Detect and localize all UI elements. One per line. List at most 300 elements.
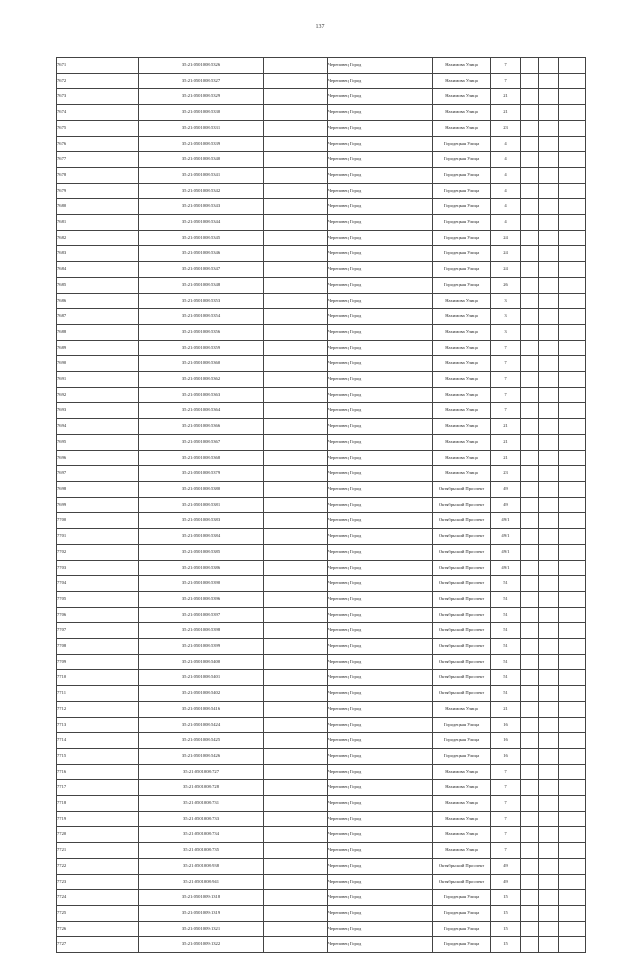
- row-number-cell: 7674: [57, 105, 139, 121]
- empty-cell: [539, 309, 559, 325]
- empty-cell: [264, 890, 328, 906]
- cadastral-number-cell: 35:21:0501008:5401: [139, 670, 264, 686]
- empty-cell: [521, 905, 539, 921]
- empty-cell: [264, 780, 328, 796]
- city-cell: Череповец Город: [328, 780, 433, 796]
- empty-cell: [264, 293, 328, 309]
- cadastral-number-cell: 35:21:0501008:5341: [139, 167, 264, 183]
- city-cell: Череповец Город: [328, 372, 433, 388]
- row-number-cell: 7679: [57, 183, 139, 199]
- empty-cell: [539, 434, 559, 450]
- table-row: [57, 215, 586, 231]
- empty-cell: [264, 372, 328, 388]
- street-cell: Городецкая Улица: [433, 215, 491, 231]
- empty-cell: [539, 921, 559, 937]
- row-number-cell: 7672: [57, 73, 139, 89]
- street-cell: Нахимова Улица: [433, 466, 491, 482]
- street-cell: Октябрьский Проспект: [433, 874, 491, 890]
- empty-cell: [521, 607, 539, 623]
- row-number-cell: 7712: [57, 701, 139, 717]
- empty-cell: [539, 686, 559, 702]
- empty-cell: [539, 356, 559, 372]
- empty-cell: [539, 183, 559, 199]
- empty-cell: [559, 639, 586, 655]
- cadastral-number-cell: 35:21:0501008:5386: [139, 560, 264, 576]
- empty-cell: [521, 497, 539, 513]
- city-cell: Череповец Город: [328, 607, 433, 623]
- empty-cell: [539, 748, 559, 764]
- empty-cell: [559, 89, 586, 105]
- house-number-cell: 51: [491, 607, 521, 623]
- street-cell: Нахимова Улица: [433, 764, 491, 780]
- street-cell: Городецкая Улица: [433, 152, 491, 168]
- city-cell: Череповец Город: [328, 105, 433, 121]
- table-row: [57, 105, 586, 121]
- empty-cell: [264, 921, 328, 937]
- table-row: [57, 764, 586, 780]
- table-row: [57, 403, 586, 419]
- cadastral-number-cell: 35:21:0501008:5380: [139, 481, 264, 497]
- street-cell: Октябрьский Проспект: [433, 670, 491, 686]
- city-cell: Череповец Город: [328, 450, 433, 466]
- empty-cell: [521, 199, 539, 215]
- empty-cell: [264, 748, 328, 764]
- empty-cell: [521, 230, 539, 246]
- house-number-cell: 7: [491, 811, 521, 827]
- empty-cell: [559, 403, 586, 419]
- table-row: [57, 843, 586, 859]
- cadastral-number-cell: 35:21:0501008:5348: [139, 277, 264, 293]
- table-row: [57, 796, 586, 812]
- empty-cell: [521, 764, 539, 780]
- empty-cell: [264, 670, 328, 686]
- cadastral-number-cell: 35:21:0501008:5425: [139, 733, 264, 749]
- house-number-cell: 7: [491, 764, 521, 780]
- empty-cell: [521, 434, 539, 450]
- table-row: [57, 89, 586, 105]
- city-cell: Череповец Город: [328, 544, 433, 560]
- city-cell: Череповец Город: [328, 403, 433, 419]
- table-row: [57, 654, 586, 670]
- empty-cell: [264, 513, 328, 529]
- table-row: [57, 780, 586, 796]
- house-number-cell: 24: [491, 246, 521, 262]
- row-number-cell: 7701: [57, 529, 139, 545]
- empty-cell: [539, 152, 559, 168]
- row-number-cell: 7695: [57, 434, 139, 450]
- street-cell: Нахимова Улица: [433, 843, 491, 859]
- empty-cell: [264, 262, 328, 278]
- empty-cell: [521, 544, 539, 560]
- street-cell: Городецкая Улица: [433, 890, 491, 906]
- empty-cell: [539, 607, 559, 623]
- empty-cell: [559, 293, 586, 309]
- empty-cell: [521, 58, 539, 74]
- empty-cell: [539, 419, 559, 435]
- empty-cell: [264, 811, 328, 827]
- empty-cell: [559, 340, 586, 356]
- city-cell: Череповец Город: [328, 58, 433, 74]
- table-row: [57, 623, 586, 639]
- table-row: [57, 670, 586, 686]
- empty-cell: [539, 874, 559, 890]
- street-cell: Городецкая Улица: [433, 717, 491, 733]
- empty-cell: [264, 450, 328, 466]
- empty-cell: [559, 937, 586, 953]
- table-row: [57, 466, 586, 482]
- empty-cell: [521, 356, 539, 372]
- city-cell: Череповец Город: [328, 73, 433, 89]
- city-cell: Череповец Город: [328, 654, 433, 670]
- cadastral-number-cell: 35:21:0501008:5339: [139, 136, 264, 152]
- empty-cell: [264, 246, 328, 262]
- empty-cell: [521, 874, 539, 890]
- empty-cell: [521, 262, 539, 278]
- empty-cell: [264, 623, 328, 639]
- empty-cell: [264, 152, 328, 168]
- empty-cell: [559, 921, 586, 937]
- house-number-cell: 7: [491, 827, 521, 843]
- row-number-cell: 7677: [57, 152, 139, 168]
- street-cell: Городецкая Улица: [433, 183, 491, 199]
- cadastral-number-cell: 35:21:0501008:5356: [139, 324, 264, 340]
- table-row: [57, 733, 586, 749]
- empty-cell: [559, 827, 586, 843]
- city-cell: Череповец Город: [328, 262, 433, 278]
- cadastral-number-cell: 35:21:0501008:5344: [139, 215, 264, 231]
- city-cell: Череповец Город: [328, 356, 433, 372]
- empty-cell: [264, 403, 328, 419]
- empty-cell: [264, 309, 328, 325]
- street-cell: Нахимова Улица: [433, 356, 491, 372]
- house-number-cell: 7: [491, 73, 521, 89]
- empty-cell: [521, 183, 539, 199]
- house-number-cell: 23: [491, 120, 521, 136]
- empty-cell: [264, 89, 328, 105]
- city-cell: Череповец Город: [328, 796, 433, 812]
- house-number-cell: 7: [491, 843, 521, 859]
- empty-cell: [559, 874, 586, 890]
- empty-cell: [521, 481, 539, 497]
- street-cell: Нахимова Улица: [433, 120, 491, 136]
- house-number-cell: 3: [491, 309, 521, 325]
- house-number-cell: 51: [491, 623, 521, 639]
- table-row: [57, 827, 586, 843]
- empty-cell: [559, 246, 586, 262]
- row-number-cell: 7696: [57, 450, 139, 466]
- empty-cell: [559, 764, 586, 780]
- city-cell: Череповец Город: [328, 874, 433, 890]
- house-number-cell: 4: [491, 152, 521, 168]
- house-number-cell: 7: [491, 387, 521, 403]
- row-number-cell: 7719: [57, 811, 139, 827]
- row-number-cell: 7697: [57, 466, 139, 482]
- street-cell: Городецкая Улица: [433, 905, 491, 921]
- empty-cell: [539, 58, 559, 74]
- row-number-cell: 7703: [57, 560, 139, 576]
- table-row: [57, 890, 586, 906]
- house-number-cell: 49/1: [491, 529, 521, 545]
- empty-cell: [539, 403, 559, 419]
- house-number-cell: 7: [491, 340, 521, 356]
- city-cell: Череповец Город: [328, 937, 433, 953]
- city-cell: Череповец Город: [328, 623, 433, 639]
- table-row: [57, 230, 586, 246]
- street-cell: Нахимова Улица: [433, 450, 491, 466]
- empty-cell: [539, 277, 559, 293]
- table-row: [57, 136, 586, 152]
- city-cell: Череповец Город: [328, 670, 433, 686]
- empty-cell: [539, 623, 559, 639]
- city-cell: Череповец Город: [328, 293, 433, 309]
- empty-cell: [521, 890, 539, 906]
- row-number-cell: 7687: [57, 309, 139, 325]
- street-cell: Городецкая Улица: [433, 230, 491, 246]
- city-cell: Череповец Город: [328, 764, 433, 780]
- empty-cell: [264, 120, 328, 136]
- house-number-cell: 4: [491, 167, 521, 183]
- table-row: [57, 246, 586, 262]
- city-cell: Череповец Город: [328, 905, 433, 921]
- empty-cell: [539, 905, 559, 921]
- table-row: [57, 639, 586, 655]
- table-row: [57, 529, 586, 545]
- table-row: [57, 199, 586, 215]
- empty-cell: [264, 733, 328, 749]
- row-number-cell: 7717: [57, 780, 139, 796]
- street-cell: Нахимова Улица: [433, 293, 491, 309]
- empty-cell: [264, 686, 328, 702]
- house-number-cell: 7: [491, 780, 521, 796]
- table-row: [57, 591, 586, 607]
- empty-cell: [264, 466, 328, 482]
- house-number-cell: 3: [491, 324, 521, 340]
- row-number-cell: 7725: [57, 905, 139, 921]
- street-cell: Нахимова Улица: [433, 811, 491, 827]
- empty-cell: [521, 419, 539, 435]
- empty-cell: [521, 89, 539, 105]
- empty-cell: [264, 591, 328, 607]
- empty-cell: [559, 466, 586, 482]
- cadastral-number-cell: 35:21:0501008:5397: [139, 607, 264, 623]
- table-row: [57, 937, 586, 953]
- cadastral-number-cell: 35:21:0501008:731: [139, 796, 264, 812]
- table-row: [57, 607, 586, 623]
- street-cell: Нахимова Улица: [433, 340, 491, 356]
- cadastral-number-cell: 35:21:0501009:1321: [139, 921, 264, 937]
- house-number-cell: 23: [491, 466, 521, 482]
- empty-cell: [521, 827, 539, 843]
- empty-cell: [539, 827, 559, 843]
- city-cell: Череповец Город: [328, 419, 433, 435]
- city-cell: Череповец Город: [328, 246, 433, 262]
- empty-cell: [539, 246, 559, 262]
- empty-cell: [264, 560, 328, 576]
- street-cell: Городецкая Улица: [433, 262, 491, 278]
- row-number-cell: 7685: [57, 277, 139, 293]
- street-cell: Городецкая Улица: [433, 199, 491, 215]
- cadastral-number-cell: 35:21:0501008:5364: [139, 403, 264, 419]
- street-cell: Октябрьский Проспект: [433, 639, 491, 655]
- cadastral-number-cell: 35:21:0501008:5398: [139, 623, 264, 639]
- empty-cell: [539, 340, 559, 356]
- empty-cell: [559, 215, 586, 231]
- city-cell: Череповец Город: [328, 277, 433, 293]
- row-number-cell: 7692: [57, 387, 139, 403]
- empty-cell: [559, 434, 586, 450]
- cadastral-number-cell: 35:21:0501008:5399: [139, 639, 264, 655]
- empty-cell: [521, 387, 539, 403]
- table-row: [57, 419, 586, 435]
- empty-cell: [521, 591, 539, 607]
- empty-cell: [539, 780, 559, 796]
- empty-cell: [539, 717, 559, 733]
- row-number-cell: 7723: [57, 874, 139, 890]
- street-cell: Нахимова Улица: [433, 419, 491, 435]
- house-number-cell: 7: [491, 58, 521, 74]
- cadastral-number-cell: 35:21:0501008:5367: [139, 434, 264, 450]
- empty-cell: [559, 890, 586, 906]
- row-number-cell: 7715: [57, 748, 139, 764]
- empty-cell: [559, 701, 586, 717]
- empty-cell: [264, 199, 328, 215]
- empty-cell: [559, 167, 586, 183]
- cadastral-number-cell: 35:21:0501008:5396: [139, 591, 264, 607]
- street-cell: Октябрьский Проспект: [433, 497, 491, 513]
- empty-cell: [264, 639, 328, 655]
- cadastral-number-cell: 35:21:0501008:5381: [139, 497, 264, 513]
- empty-cell: [559, 136, 586, 152]
- empty-cell: [559, 372, 586, 388]
- empty-cell: [521, 560, 539, 576]
- cadastral-number-cell: 35:21:0501008:5379: [139, 466, 264, 482]
- street-cell: Нахимова Улица: [433, 372, 491, 388]
- cadastral-number-cell: 35:21:0501008:5360: [139, 356, 264, 372]
- empty-cell: [264, 529, 328, 545]
- empty-cell: [521, 403, 539, 419]
- empty-cell: [559, 230, 586, 246]
- empty-cell: [559, 324, 586, 340]
- empty-cell: [559, 481, 586, 497]
- street-cell: Нахимова Улица: [433, 89, 491, 105]
- empty-cell: [264, 764, 328, 780]
- empty-cell: [521, 167, 539, 183]
- row-number-cell: 7722: [57, 858, 139, 874]
- street-cell: Октябрьский Проспект: [433, 591, 491, 607]
- empty-cell: [539, 89, 559, 105]
- empty-cell: [539, 937, 559, 953]
- street-cell: Нахимова Улица: [433, 324, 491, 340]
- house-number-cell: 49: [491, 858, 521, 874]
- row-number-cell: 7676: [57, 136, 139, 152]
- table-row: [57, 905, 586, 921]
- empty-cell: [539, 560, 559, 576]
- empty-cell: [539, 120, 559, 136]
- row-number-cell: 7716: [57, 764, 139, 780]
- empty-cell: [559, 529, 586, 545]
- city-cell: Череповец Город: [328, 717, 433, 733]
- city-cell: Череповец Город: [328, 136, 433, 152]
- street-cell: Октябрьский Проспект: [433, 513, 491, 529]
- house-number-cell: 49: [491, 874, 521, 890]
- house-number-cell: 16: [491, 717, 521, 733]
- empty-cell: [521, 858, 539, 874]
- empty-cell: [559, 686, 586, 702]
- table-row: [57, 748, 586, 764]
- table-row: [57, 372, 586, 388]
- row-number-cell: 7707: [57, 623, 139, 639]
- street-cell: Нахимова Улица: [433, 105, 491, 121]
- house-number-cell: 7: [491, 372, 521, 388]
- empty-cell: [264, 167, 328, 183]
- empty-cell: [521, 309, 539, 325]
- cadastral-number-cell: 35:21:0501008:5385: [139, 544, 264, 560]
- row-number-cell: 7708: [57, 639, 139, 655]
- empty-cell: [264, 340, 328, 356]
- row-number-cell: 7690: [57, 356, 139, 372]
- row-number-cell: 7706: [57, 607, 139, 623]
- house-number-cell: 21: [491, 89, 521, 105]
- row-number-cell: 7689: [57, 340, 139, 356]
- city-cell: Череповец Город: [328, 576, 433, 592]
- empty-cell: [539, 136, 559, 152]
- city-cell: Череповец Город: [328, 466, 433, 482]
- empty-cell: [539, 513, 559, 529]
- table-row: [57, 262, 586, 278]
- city-cell: Череповец Город: [328, 152, 433, 168]
- empty-cell: [264, 356, 328, 372]
- empty-cell: [521, 466, 539, 482]
- empty-cell: [559, 262, 586, 278]
- cadastral-number-cell: 35:21:0501008:5331: [139, 120, 264, 136]
- empty-cell: [264, 544, 328, 560]
- table-row: [57, 560, 586, 576]
- empty-cell: [559, 387, 586, 403]
- empty-cell: [521, 513, 539, 529]
- empty-cell: [559, 623, 586, 639]
- empty-cell: [539, 105, 559, 121]
- street-cell: Октябрьский Проспект: [433, 560, 491, 576]
- empty-cell: [264, 387, 328, 403]
- row-number-cell: 7698: [57, 481, 139, 497]
- cadastral-number-cell: 35:21:0501008:5327: [139, 73, 264, 89]
- empty-cell: [539, 764, 559, 780]
- street-cell: Нахимова Улица: [433, 73, 491, 89]
- city-cell: Череповец Город: [328, 167, 433, 183]
- empty-cell: [264, 58, 328, 74]
- row-number-cell: 7702: [57, 544, 139, 560]
- empty-cell: [539, 497, 559, 513]
- cadastral-number-cell: 35:21:0501008:5340: [139, 152, 264, 168]
- row-number-cell: 7711: [57, 686, 139, 702]
- cadastral-number-cell: 35:21:0501008:5366: [139, 419, 264, 435]
- cadastral-number-cell: 35:21:0501008:5329: [139, 89, 264, 105]
- house-number-cell: 4: [491, 136, 521, 152]
- street-cell: Городецкая Улица: [433, 136, 491, 152]
- empty-cell: [264, 858, 328, 874]
- empty-cell: [559, 733, 586, 749]
- empty-cell: [539, 733, 559, 749]
- cadastral-number-cell: 35:21:0501008:5362: [139, 372, 264, 388]
- empty-cell: [559, 277, 586, 293]
- empty-cell: [264, 937, 328, 953]
- empty-cell: [539, 890, 559, 906]
- city-cell: Череповец Город: [328, 513, 433, 529]
- empty-cell: [521, 529, 539, 545]
- house-number-cell: 26: [491, 277, 521, 293]
- row-number-cell: 7680: [57, 199, 139, 215]
- empty-cell: [521, 215, 539, 231]
